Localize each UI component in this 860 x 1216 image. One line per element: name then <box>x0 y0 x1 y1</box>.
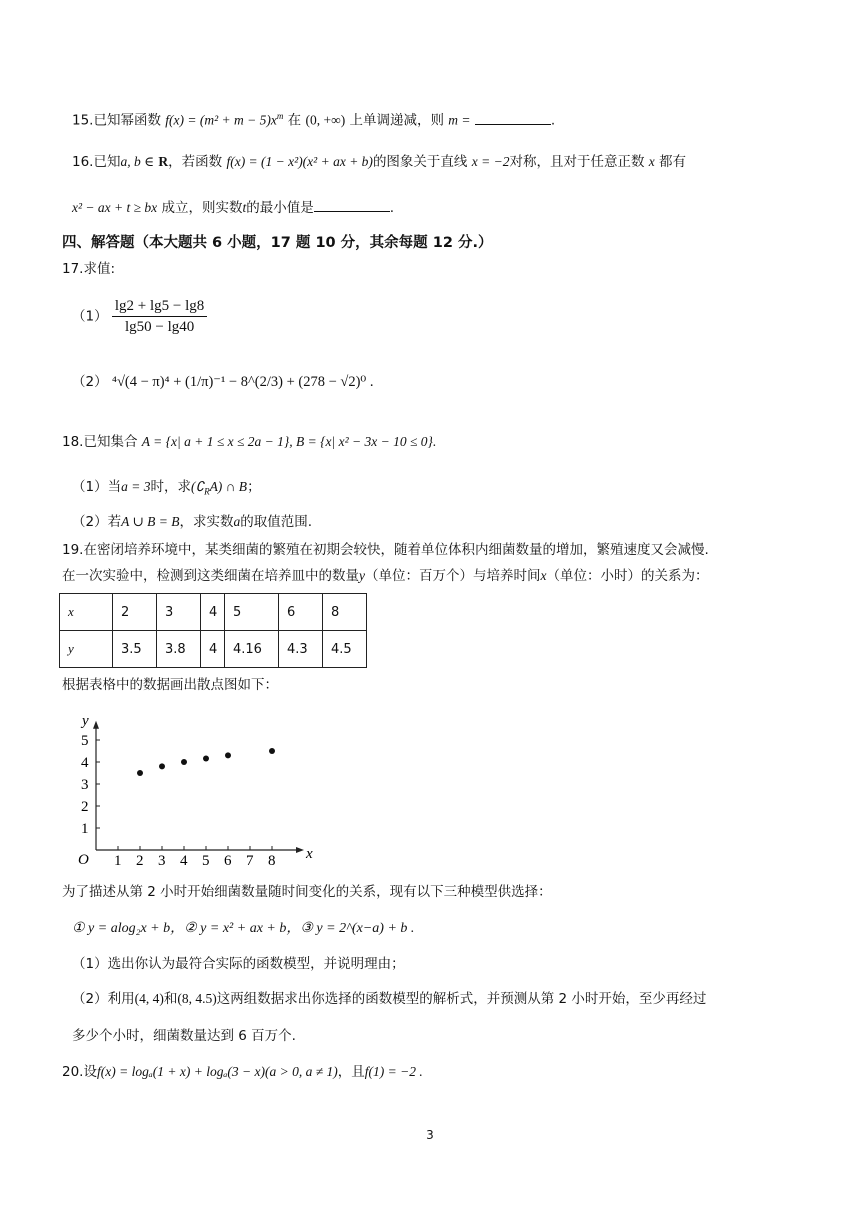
q16-formula: f(x) = (1 − x²)(x² + ax + b) <box>226 154 373 169</box>
q16-prefix: 16.已知 <box>72 154 121 170</box>
q18-p1-text: （1）当 <box>72 479 122 495</box>
question-19-part2 <box>72 989 706 1009</box>
y-tick-label: 2 <box>81 799 89 815</box>
q19-x: x <box>540 568 547 583</box>
q19-p2-text2: 这两组数据求出你选择的函数模型的解析式，并预测从第 2 小时开始，至少再经过 <box>216 991 707 1007</box>
x-tick-label: 4 <box>180 853 188 869</box>
q18-p2-text2: ，求实数 <box>179 514 234 530</box>
q20-prefix: 20.设 <box>62 1064 97 1080</box>
q19-y: y <box>359 568 365 583</box>
table-cell: 5 <box>225 594 279 631</box>
q18-universal: R <box>204 486 210 497</box>
question-17-title: 17.求值: <box>62 261 116 277</box>
data-point <box>203 755 209 761</box>
y-tick-label: 3 <box>81 777 89 793</box>
q18-a: a <box>233 514 241 529</box>
q16-text: ，若函数 <box>168 154 223 170</box>
q16-condition: x² − ax + t ≥ bx <box>72 200 158 215</box>
q15-interval: (0, +∞) <box>305 112 346 128</box>
q16-x: x <box>648 154 655 169</box>
table-cell: 6 <box>279 594 323 631</box>
y-tick-label: 4 <box>81 755 89 771</box>
table-cell: 4.16 <box>225 631 279 668</box>
x-tick-label: 5 <box>202 853 210 869</box>
q19-text2: （单位：百万个）与培养时间 <box>365 568 541 584</box>
table-cell: 3 <box>157 594 201 631</box>
x-tick-label: 1 <box>114 853 122 869</box>
data-point <box>137 770 143 776</box>
q16-t: t <box>242 200 247 215</box>
table-row <box>60 631 367 668</box>
q15-mid: 在 <box>287 112 302 129</box>
y-tick-label: 1 <box>81 821 89 837</box>
q17-expression: ⁴√(4 − π)⁴ + (1/π)⁻¹ − 8^(2/3) + (278 − √2)⁰ . <box>111 374 374 390</box>
q18-p1-text2: 时，求 <box>150 479 191 495</box>
q15-formula: f(x) = (m² + m − 5)x <box>165 112 277 128</box>
q18-union: A ∪ B = B <box>121 514 180 529</box>
origin-label: O <box>78 852 89 868</box>
q18-title: 18.已知集合 <box>62 434 138 450</box>
q15-end: . <box>550 112 556 129</box>
question-18 <box>62 432 436 452</box>
question-19-part1: （1）选出你认为最符合实际的函数模型，并说明理由； <box>72 956 405 972</box>
q15-exponent: m <box>276 111 284 121</box>
model-options: ① y = alog₂x + b，② y = x² + ax + b，③ y = 2^(x−a) + b . <box>72 921 415 936</box>
data-point <box>225 752 231 758</box>
table-cell: 4.3 <box>279 631 323 668</box>
q16-text6: 的最小值是 <box>246 200 314 216</box>
question-17-part1 <box>72 296 207 337</box>
answer-blank[interactable] <box>314 198 390 212</box>
question-16 <box>72 152 686 172</box>
question-16-cont <box>72 198 394 218</box>
q17-fraction <box>112 296 207 337</box>
q19-text3: （单位：小时）的关系为： <box>546 568 709 584</box>
table-cell: 4.5 <box>323 631 367 668</box>
q18-semicolon: ； <box>247 479 261 495</box>
table-row <box>60 594 367 631</box>
question-17-part2 <box>72 372 374 392</box>
x-tick-label: 7 <box>246 853 254 869</box>
x-tick-label: 6 <box>224 853 232 869</box>
question-15 <box>72 106 555 131</box>
data-point <box>181 759 187 765</box>
table-cell: 8 <box>323 594 367 631</box>
data-table <box>59 593 367 668</box>
question-19-line1: 19.在密闭培养环境中，某类细菌的繁殖在初期会较快，随着单位体积内细菌数量的增加，繁殖速度又会减慢. <box>62 542 709 558</box>
q18-complement-expr: A) ∩ B <box>209 479 248 494</box>
q20-mid: ，且 <box>337 1064 365 1080</box>
q16-real-set: R <box>158 154 169 169</box>
question-19-part2-cont: 多少个小时，细菌数量达到 6 百万个. <box>72 1028 296 1044</box>
y-axis-arrow <box>93 721 99 729</box>
q18-complement: (∁ <box>190 479 205 494</box>
table-cell: 3.8 <box>157 631 201 668</box>
q17-part2-label: （2） <box>72 374 108 390</box>
q16-set: a, b ∈ <box>120 154 155 169</box>
q16-line: x = −2 <box>471 154 510 169</box>
table-cell: 2 <box>113 594 157 631</box>
q18-p2-text: （2）若 <box>72 514 122 530</box>
q18-a-value: a = 3 <box>121 479 151 494</box>
question-19-line2 <box>62 566 709 586</box>
section-heading: 四、解答题（本大题共 6 小题，17 题 10 分，其余每题 12 分.） <box>62 235 493 251</box>
y-tick-label: 5 <box>81 733 89 749</box>
q16-text4: 都有 <box>659 154 687 170</box>
page-number: 3 <box>426 1128 434 1142</box>
q19-and: 和 <box>163 991 178 1007</box>
q18-p2-text3: 的取值范围. <box>240 514 313 530</box>
data-point <box>159 763 165 769</box>
q16-text3: 对称，且对于任意正数 <box>509 154 645 170</box>
scatter-plot <box>66 702 313 872</box>
q17-denominator: lg50 − lg40 <box>124 319 195 335</box>
q20-formula: f(x) = logₐ(1 + x) + logₐ(3 − x)(a > 0, a ≠ 1) <box>96 1064 338 1079</box>
scatter-intro: 根据表格中的数据画出散点图如下： <box>62 677 278 693</box>
question-20 <box>62 1062 423 1082</box>
x-tick-label: 8 <box>268 853 276 869</box>
question-18-part1 <box>72 477 261 502</box>
models-intro: 为了描述从第 2 小时开始细菌数量随时间变化的关系，现有以下三种模型供选择： <box>62 884 552 900</box>
q16-text5: 成立，则实数 <box>161 200 243 216</box>
q19-text: 在一次实验中，检测到这类细菌在培养皿中的数量 <box>62 568 359 584</box>
data-point <box>269 748 275 754</box>
q19-point1: (4, 4) <box>134 991 164 1006</box>
q18-sets: A = {x| a + 1 ≤ x ≤ 2a − 1}, B = {x| x² − 3x − 10 ≤ 0}. <box>141 434 437 449</box>
table-cell: 3.5 <box>113 631 157 668</box>
table-cell: 4 <box>201 594 225 631</box>
table-cell: 4 <box>201 631 225 668</box>
table-header-y: y <box>60 631 113 668</box>
q20-condition: f(1) = −2 . <box>364 1064 423 1079</box>
x-axis-arrow <box>296 847 304 853</box>
question-18-part2 <box>72 512 312 532</box>
q15-prefix: 15.已知幂函数 <box>72 112 161 129</box>
q17-part1-label: （1） <box>72 308 108 325</box>
x-tick-label: 3 <box>158 853 166 869</box>
q15-var: m = <box>448 112 471 128</box>
x-tick-label: 2 <box>136 853 144 869</box>
answer-blank[interactable] <box>475 111 551 125</box>
q16-text2: 的图象关于直线 <box>372 154 468 170</box>
q16-end: . <box>389 200 395 216</box>
models-list <box>72 918 414 939</box>
q19-p2-text: （2）利用 <box>72 991 135 1007</box>
table-header-x: x <box>60 594 113 631</box>
q17-numerator: lg2 + lg5 − lg8 <box>112 296 207 317</box>
x-axis-label: x <box>306 846 313 862</box>
y-axis-label: y <box>82 712 89 729</box>
q19-point2: (8, 4.5) <box>177 991 217 1006</box>
q15-suffix: 上单调递减，则 <box>349 112 444 129</box>
